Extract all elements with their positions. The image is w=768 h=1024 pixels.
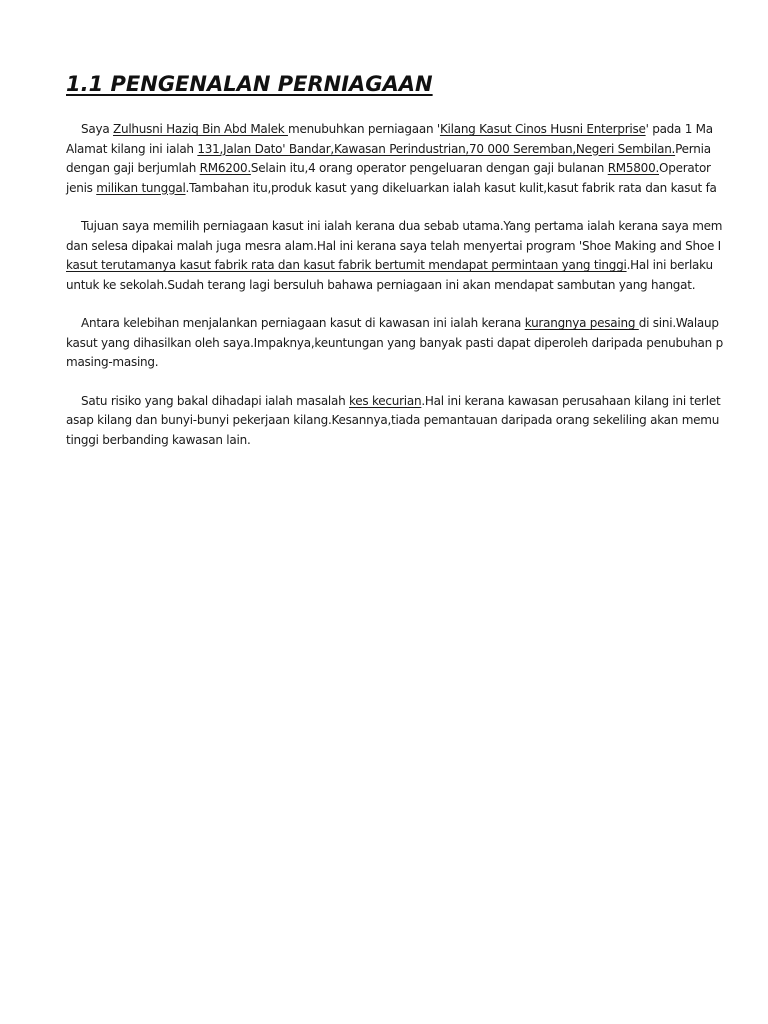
text-run: masing-masing.	[66, 355, 159, 369]
text-line	[66, 120, 713, 140]
underlined-text: Kilang Kasut Cinos Husni Enterprise	[439, 122, 646, 136]
text-run: untuk ke sekolah.Sudah terang lagi bersuluh bahawa perniagaan ini akan mendapat sambutan yang hangat.	[66, 277, 696, 292]
paragraph-1	[66, 120, 717, 198]
text-run: Saya	[81, 122, 113, 136]
underlined-text: milikan tunggal	[96, 180, 186, 195]
text-run: Selain itu,4 orang operator pengeluaran dengan gaji bulanan	[250, 161, 608, 175]
text-run: di sini.Walaup	[638, 316, 719, 330]
underlined-text: RM6200.	[199, 161, 251, 175]
text-line	[66, 334, 723, 354]
text-line	[66, 217, 723, 237]
text-line	[66, 431, 687, 451]
underlined-text: kes kecurian	[349, 393, 422, 408]
text-run: jenis	[66, 180, 97, 195]
section-heading: 1.1 PENGENALAN PERNIAGAAN	[66, 72, 433, 96]
text-run: kasut yang dihasilkan oleh saya.Impaknya,keuntungan yang banyak pasti dapat diperoleh daripada penubuhan p	[66, 335, 723, 350]
text-run: dan selesa dipakai malah juga mesra alam.Hal ini kerana saya telah menyertai program 'Shoe Making and Shoe I	[66, 238, 721, 253]
text-line	[66, 353, 687, 373]
text-line	[66, 314, 719, 334]
underlined-text: RM5800.	[607, 161, 660, 175]
underlined-text: 131,Jalan Dato' Bandar,Kawasan Perindustrian,70 000 Seremban,Negeri Sembilan.	[197, 141, 676, 156]
underlined-text: Zulhusni Haziq Bin Abd Malek	[113, 122, 288, 136]
underlined-text: kurangnya pesaing	[524, 316, 639, 330]
text-run: Operator	[659, 161, 711, 175]
text-line	[66, 179, 717, 199]
text-run: .Tambahan itu,produk kasut yang dikeluarkan ialah kasut kulit,kasut fabrik rata dan kasut fa	[185, 180, 717, 195]
text-line	[66, 392, 721, 412]
text-line	[66, 256, 713, 276]
text-run: asap kilang dan bunyi-bunyi pekerjaan kilang.Kesannya,tiada pemantauan daripada orang sekeliling akan memu	[66, 413, 720, 427]
text-run: menubuhkan perniagaan '	[288, 122, 440, 136]
text-line	[66, 237, 721, 257]
underlined-text: kasut terutamanya kasut fabrik rata dan kasut fabrik bertumit mendapat permintaan yang tinggi	[66, 258, 627, 272]
text-run: dengan gaji berjumlah	[66, 161, 200, 175]
text-run: .Hal ini kerana kawasan perusahaan kilang ini terlet	[421, 393, 721, 408]
text-run: tinggi berbanding kawasan lain.	[66, 432, 251, 447]
paragraph-4	[66, 392, 721, 451]
text-run: ' pada 1 Ma	[645, 122, 713, 136]
paragraph-3	[66, 314, 723, 373]
text-run: Antara kelebihan menjalankan perniagaan kasut di kawasan ini ialah kerana	[81, 316, 525, 330]
document-body	[66, 120, 723, 469]
text-run: .Hal ini berlaku	[626, 258, 713, 272]
text-run: Tujuan saya memilih perniagaan kasut ini ialah kerana dua sebab utama.Yang pertama ialah kerana saya mem	[81, 219, 723, 233]
text-run: Alamat kilang ini ialah	[66, 141, 198, 156]
text-run: Satu risiko yang bakal dihadapi ialah masalah	[81, 393, 350, 408]
text-line	[66, 159, 711, 179]
text-line	[66, 140, 711, 160]
text-line	[66, 411, 720, 431]
text-run: Pernia	[675, 141, 711, 156]
text-line	[66, 276, 696, 296]
paragraph-2	[66, 217, 723, 295]
